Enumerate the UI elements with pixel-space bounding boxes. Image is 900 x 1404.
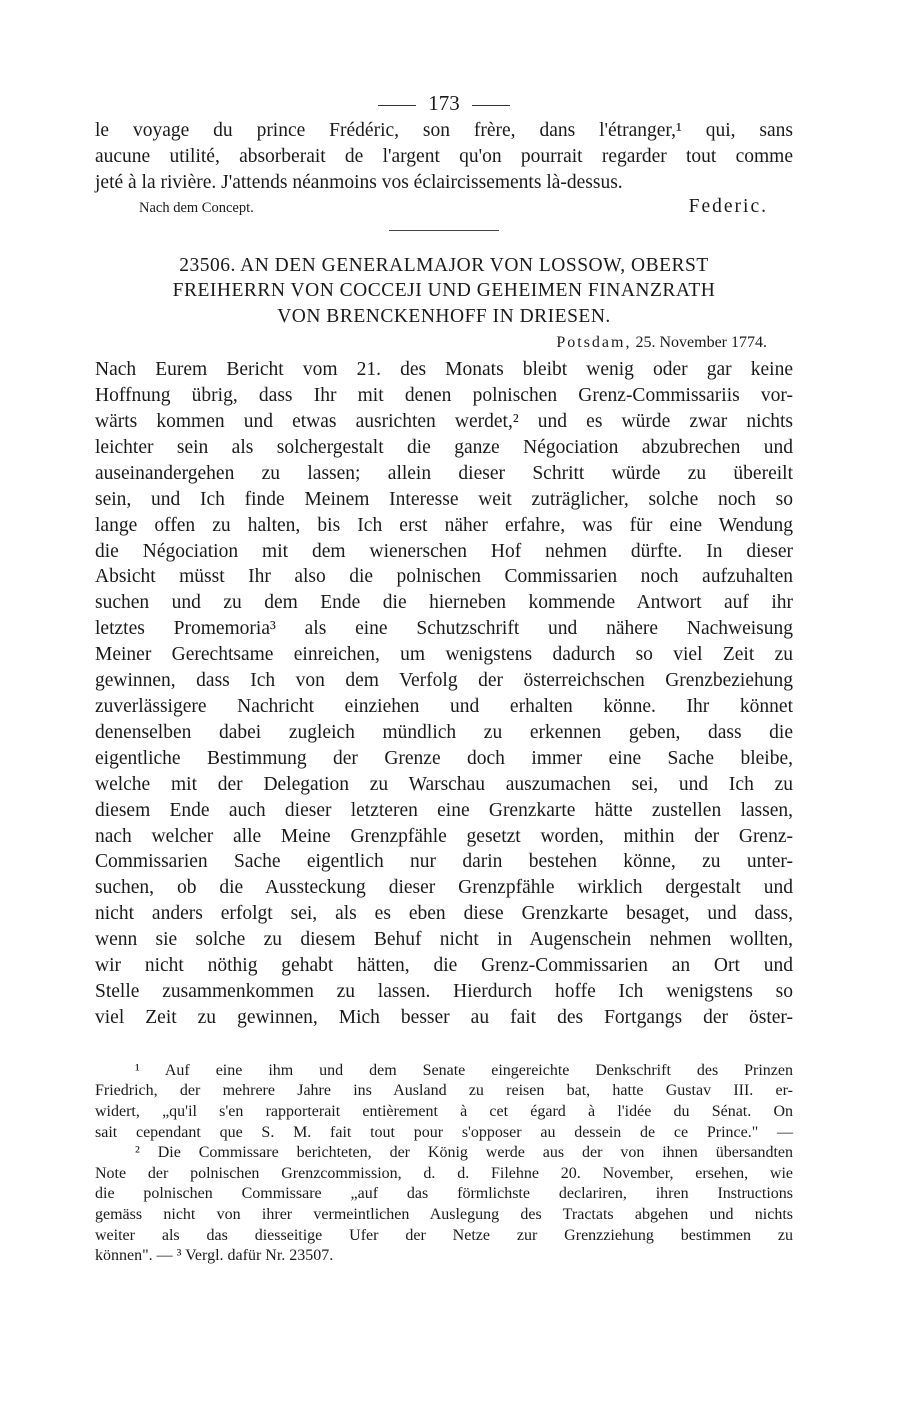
text-line: eigentliche Bestimmung der Grenze doch immer eine Sache bleibe, xyxy=(95,747,793,769)
text-line: Commissarien Sache eigentlich nur darin bestehen könne, zu unter- xyxy=(95,851,793,873)
text-line: ² Die Commissare berichteten, der König werde aus der von ihnen übersandten xyxy=(135,1144,793,1162)
heading-line: FREIHERRN VON COCCEJI UND GEHEIMEN FINANZRATH xyxy=(172,280,716,302)
text-line: die Négociation mit dem wienerschen Hof nehmen dürfte. In dieser xyxy=(95,540,793,562)
text-line: jeté à la rivière. J'attends néanmoins vos éclaircissements là-dessus. xyxy=(95,171,623,193)
text-line: Hoffnung übrig, dass Ihr mit denen polnischen Grenz-Commissariis vor- xyxy=(95,385,793,407)
text-line: leichter sein als solchergestalt die ganze Négociation abzubrechen und xyxy=(95,436,793,458)
text-line: letztes Promemoria³ als eine Schutzschrift und nähere Nachweisung xyxy=(95,618,793,640)
text-line: lange offen zu halten, bis Ich erst näher erfahre, was für eine Wendung xyxy=(95,514,793,536)
text-line: le voyage du prince Frédéric, son frère, dans l'étranger,¹ qui, sans xyxy=(95,120,793,141)
text-line: welche mit der Delegation zu Warschau auszumachen sei, und Ich zu xyxy=(95,773,793,795)
text-line: gemäss nicht von ihrer vermeintlichen Auslegung des Tractats abgehen und nichts xyxy=(95,1205,793,1223)
letter-body xyxy=(95,357,793,1031)
text-line: sein, und Ich finde Meinem Interesse weit zuträglicher, solche noch so xyxy=(95,488,793,510)
text-line: Nach Eurem Bericht vom 21. des Monats bleibt wenig oder gar keine xyxy=(95,359,793,381)
text-line: viel Zeit zu gewinnen, Mich besser au fait des Fortgangs der öster- xyxy=(95,1006,793,1028)
text-line: gewinnen, dass Ich von dem Verfolg der österreichschen Grenzbeziehung xyxy=(95,670,793,692)
text-line: können". — ³ Vergl. dafür Nr. 23507. xyxy=(95,1247,334,1265)
text-line: aucune utilité, absorberait de l'argent qu'on pourrait regarder tout comme xyxy=(95,145,793,167)
page-header xyxy=(95,88,793,118)
text-line: die polnischen Commissare „auf das förmlichste declariren, ihren Instructions xyxy=(95,1185,793,1203)
closing-row xyxy=(95,196,793,218)
footnotes xyxy=(95,1061,793,1267)
header-dash-left xyxy=(378,105,416,106)
text-line: ¹ Auf eine ihm und dem Senate eingereichte Denkschrift des Prinzen xyxy=(135,1061,793,1079)
text-line: suchen und zu dem Ende die hierneben kommende Antwort auf ihr xyxy=(95,592,793,614)
section-divider xyxy=(389,230,499,231)
dateline xyxy=(95,329,767,357)
text-line: Friedrich, der mehrere Jahre ins Ausland zu reisen bat, hatte Gustav III. er- xyxy=(95,1082,793,1100)
letter-heading xyxy=(95,253,793,330)
text-line: nach welcher alle Meine Grenzpfähle gesetzt worden, mithin der Grenz- xyxy=(95,825,793,847)
text-line: denenselben dabei zugleich mündlich zu erkennen geben, dass die xyxy=(95,721,793,743)
continuation-paragraph xyxy=(95,118,793,196)
source-note: Nach dem Concept. xyxy=(139,199,254,216)
text-line: auseinandergehen zu lassen; allein dieser Schritt würde zu übereilt xyxy=(95,462,793,484)
heading-line: VON BRENCKENHOFF IN DRIESEN. xyxy=(277,305,611,327)
header-dash-right xyxy=(472,105,510,106)
text-line: Absicht müsst Ihr also die polnischen Commissarien noch aufzuhalten xyxy=(95,566,793,588)
text-line: nicht anders erfolgt sei, als es eben diese Grenzkarte besaget, und dass, xyxy=(95,903,793,925)
dateline-date: 25. November 1774. xyxy=(635,334,767,352)
text-line: widert, „qu'il s'en rapporterait entièrement à cet égard à l'idée du Sénat. On xyxy=(95,1102,793,1120)
text-line: wenn sie solche zu diesem Behuf nicht in Augenschein nehmen wollten, xyxy=(95,929,793,951)
text-line: diesem Ende auch dieser letzteren eine Grenzkarte hätte zustellen lassen, xyxy=(95,799,793,821)
heading-line: 23506. AN DEN GENERALMAJOR VON LOSSOW, OBERST xyxy=(179,254,709,276)
text-line: Stelle zusammenkommen zu lassen. Hierdurch hoffe Ich wenigstens so xyxy=(95,980,793,1002)
text-line: sait cependant que S. M. fait tout pour s'opposer au dessein de ce Prince." — xyxy=(95,1123,793,1141)
text-line: weiter als das diesseitige Ufer der Netze zur Grenzziehung bestimmen zu xyxy=(95,1226,793,1244)
signature: Federic. xyxy=(688,195,768,217)
document-page xyxy=(95,88,793,1267)
page-number: 173 xyxy=(428,91,460,115)
text-line: suchen, ob die Aussteckung dieser Grenzpfähle wirklich dergestalt und xyxy=(95,877,793,899)
text-line: wir nicht nöthig gehabt hätten, die Grenz-Commissarien an Ort und xyxy=(95,955,793,977)
text-line: zuverlässigere Nachricht einziehen und erhalten könne. Ihr könnet xyxy=(95,696,793,717)
dateline-place: Potsdam, xyxy=(556,334,632,352)
text-line: Meiner Gerechtsame einreichen, um wenigstens dadurch so viel Zeit zu xyxy=(95,644,793,666)
text-line: wärts kommen und etwas ausrichten werdet,² und es würde zwar nichts xyxy=(95,411,793,433)
text-line: Note der polnischen Grenzcommission, d. d. Filehne 20. November, ersehen, wie xyxy=(95,1164,793,1182)
